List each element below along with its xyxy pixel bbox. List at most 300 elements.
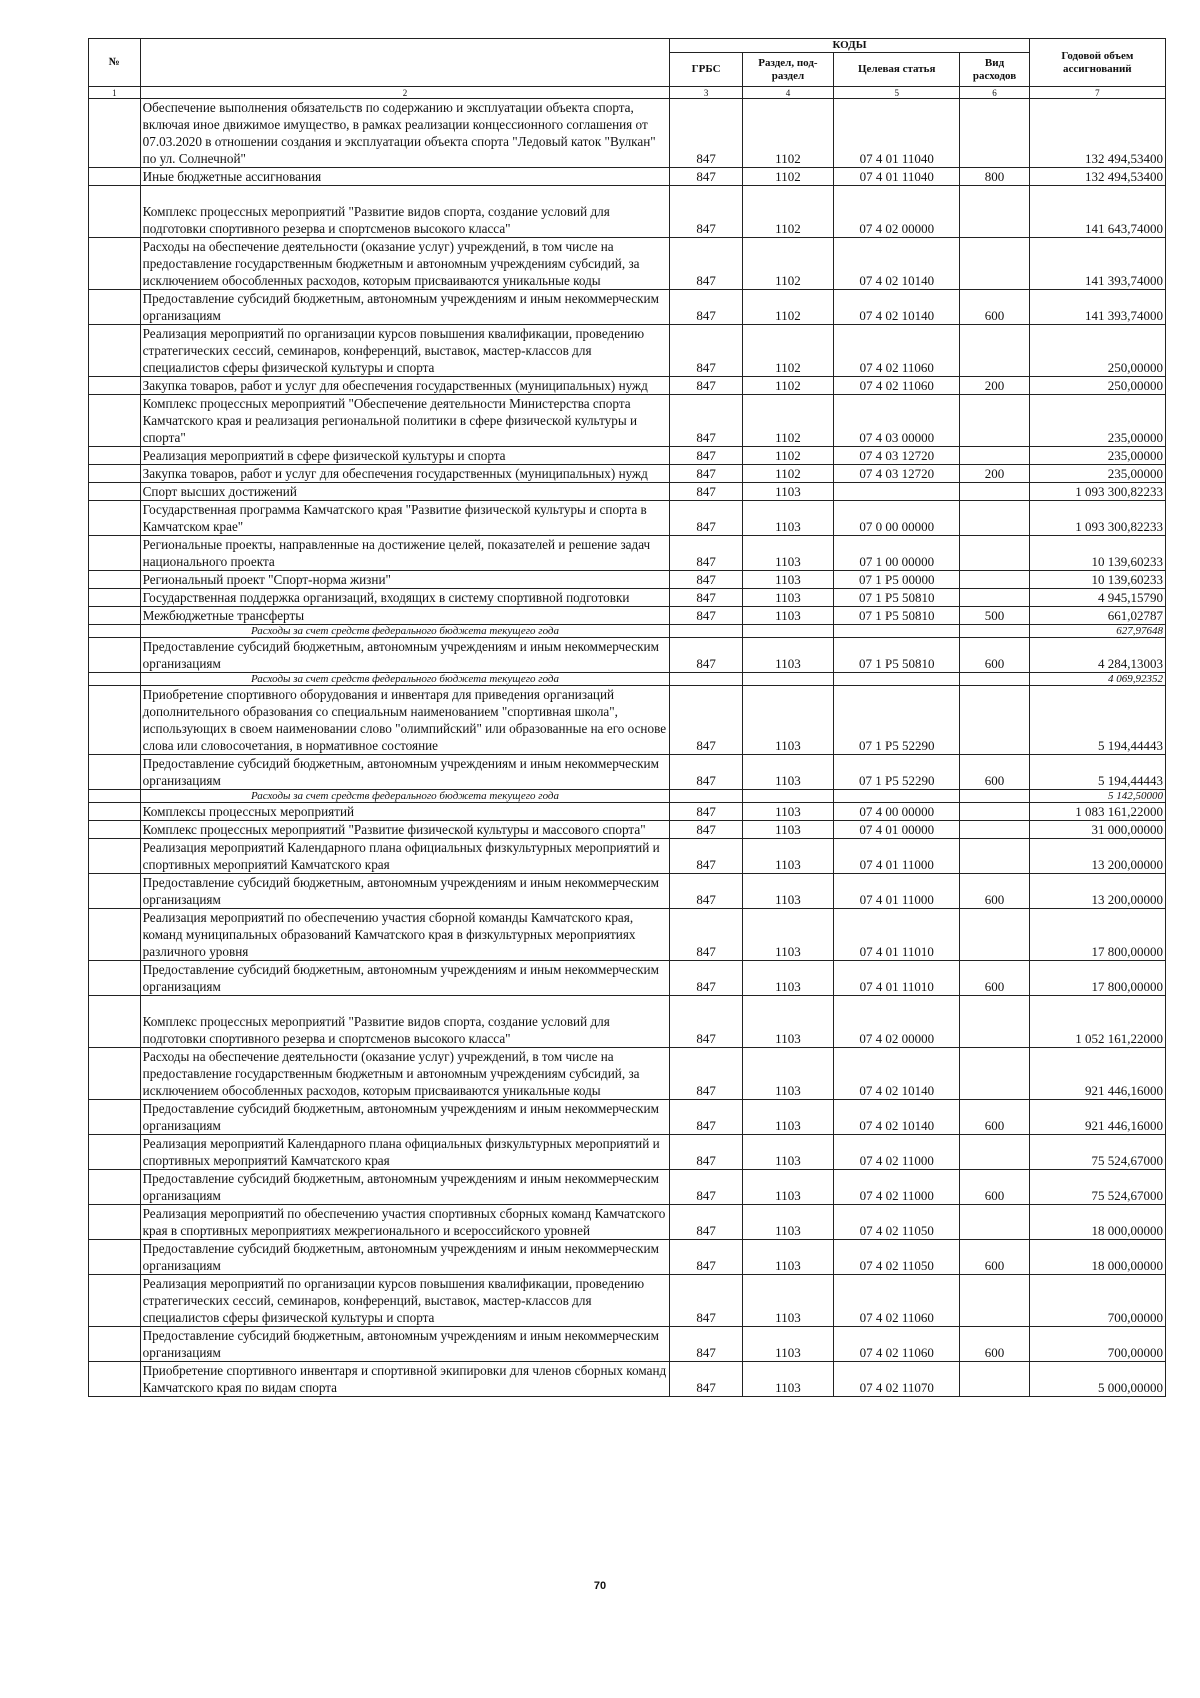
grbs-cell: 847 — [670, 447, 743, 465]
row-name-cell: Приобретение спортивного инвентаря и спортивной экипировки для членов сборных команд Камчатского края по видам спорта — [140, 1362, 670, 1397]
row-name-cell: Реализация мероприятий Календарного плана официальных физкультурных мероприятий и спортивных мероприятий Камчатского края — [140, 839, 670, 874]
razdel-cell — [742, 625, 833, 638]
vid-raskhodov-cell — [960, 186, 1029, 238]
row-name-cell: Предоставление субсидий бюджетным, автономным учреждениям и иным некоммерческим организациям — [140, 874, 670, 909]
row-number-cell — [89, 99, 141, 168]
vid-raskhodov-cell — [960, 1275, 1029, 1327]
row-number-cell — [89, 996, 141, 1048]
vid-raskhodov-cell — [960, 996, 1029, 1048]
table-row — [89, 909, 1166, 961]
vid-raskhodov-cell — [960, 673, 1029, 686]
row-number-cell — [89, 1275, 141, 1327]
row-number-cell — [89, 571, 141, 589]
razdel-cell: 1103 — [742, 1362, 833, 1397]
grbs-cell: 847 — [670, 803, 743, 821]
tselevaya-statya-cell: 07 4 01 11010 — [834, 909, 960, 961]
header-name — [140, 39, 670, 87]
grbs-cell: 847 — [670, 1362, 743, 1397]
vid-raskhodov-cell — [960, 1048, 1029, 1100]
razdel-cell: 1103 — [742, 821, 833, 839]
tselevaya-statya-cell — [834, 625, 960, 638]
table-row — [89, 1135, 1166, 1170]
tselevaya-statya-cell: 07 4 01 11040 — [834, 168, 960, 186]
table-row — [89, 501, 1166, 536]
volume-cell: 17 800,00000 — [1029, 909, 1165, 961]
razdel-cell: 1103 — [742, 874, 833, 909]
row-name-cell: Комплекс процессных мероприятий "Развитие видов спорта, создание условий для подготовки спортивного резерва и спортсменов высокого класса" — [140, 186, 670, 238]
vid-raskhodov-cell — [960, 99, 1029, 168]
row-name-cell: Предоставление субсидий бюджетным, автономным учреждениям и иным некоммерческим организациям — [140, 638, 670, 673]
table-row — [89, 1100, 1166, 1135]
row-name-cell: Реализация мероприятий Календарного плана официальных физкультурных мероприятий и спортивных мероприятий Камчатского края — [140, 1135, 670, 1170]
tselevaya-statya-cell — [834, 483, 960, 501]
table-header — [89, 39, 1166, 99]
volume-cell: 921 446,16000 — [1029, 1100, 1165, 1135]
row-name-cell: Предоставление субсидий бюджетным, автономным учреждениям и иным некоммерческим организациям — [140, 1170, 670, 1205]
row-number-cell — [89, 536, 141, 571]
row-name-cell: Расходы на обеспечение деятельности (оказание услуг) учреждений, в том числе на предоставление государственным бюджетным и автономным учреждениям субсидий, за исключением обособленных расходов, которым присваиваются уникальные коды — [140, 238, 670, 290]
vid-raskhodov-cell: 500 — [960, 607, 1029, 625]
grbs-cell: 847 — [670, 186, 743, 238]
row-number-cell — [89, 238, 141, 290]
tselevaya-statya-cell: 07 1 00 00000 — [834, 536, 960, 571]
tselevaya-statya-cell: 07 4 01 00000 — [834, 821, 960, 839]
grbs-cell: 847 — [670, 839, 743, 874]
row-name-cell: Межбюджетные трансферты — [140, 607, 670, 625]
grbs-cell: 847 — [670, 377, 743, 395]
volume-cell: 5 194,44443 — [1029, 755, 1165, 790]
razdel-cell: 1103 — [742, 501, 833, 536]
tselevaya-statya-cell: 07 1 P5 52290 — [834, 686, 960, 755]
razdel-cell: 1103 — [742, 536, 833, 571]
grbs-cell: 847 — [670, 589, 743, 607]
tselevaya-statya-cell: 07 4 02 10140 — [834, 238, 960, 290]
tselevaya-statya-cell: 07 4 02 11000 — [834, 1135, 960, 1170]
tselevaya-statya-cell: 07 4 03 12720 — [834, 447, 960, 465]
razdel-cell — [742, 790, 833, 803]
tselevaya-statya-cell — [834, 790, 960, 803]
column-number: 2 — [140, 87, 670, 99]
row-number-cell — [89, 465, 141, 483]
tselevaya-statya-cell: 07 4 02 10140 — [834, 290, 960, 325]
header-number: № — [89, 39, 141, 87]
row-name-cell: Реализация мероприятий по обеспечению участия сборной команды Камчатского края, команд муниципальных образований Камчатского края в физкультурных мероприятиях различного уровня — [140, 909, 670, 961]
volume-cell: 4 069,92352 — [1029, 673, 1165, 686]
vid-raskhodov-cell: 600 — [960, 961, 1029, 996]
grbs-cell: 847 — [670, 1327, 743, 1362]
row-name-cell: Региональный проект "Спорт-норма жизни" — [140, 571, 670, 589]
grbs-cell: 847 — [670, 536, 743, 571]
grbs-cell: 847 — [670, 483, 743, 501]
grbs-cell: 847 — [670, 290, 743, 325]
volume-cell: 5 000,00000 — [1029, 1362, 1165, 1397]
row-name-cell: Расходы за счет средств федерального бюджета текущего года — [140, 625, 670, 638]
row-name-cell: Реализация мероприятий в сфере физической культуры и спорта — [140, 447, 670, 465]
razdel-cell: 1103 — [742, 589, 833, 607]
razdel-cell: 1103 — [742, 571, 833, 589]
row-number-cell — [89, 961, 141, 996]
table-row — [89, 395, 1166, 447]
table-row — [89, 961, 1166, 996]
table-row — [89, 447, 1166, 465]
vid-raskhodov-cell: 800 — [960, 168, 1029, 186]
volume-cell: 235,00000 — [1029, 395, 1165, 447]
column-number: 3 — [670, 87, 743, 99]
razdel-cell: 1103 — [742, 755, 833, 790]
tselevaya-statya-cell: 07 4 02 11060 — [834, 325, 960, 377]
vid-raskhodov-cell: 600 — [960, 638, 1029, 673]
row-number-cell — [89, 755, 141, 790]
row-number-cell — [89, 803, 141, 821]
volume-cell: 5 142,50000 — [1029, 790, 1165, 803]
vid-raskhodov-cell — [960, 501, 1029, 536]
volume-cell: 13 200,00000 — [1029, 874, 1165, 909]
grbs-cell: 847 — [670, 465, 743, 483]
volume-cell: 10 139,60233 — [1029, 536, 1165, 571]
row-name-cell: Предоставление субсидий бюджетным, автономным учреждениям и иным некоммерческим организациям — [140, 1327, 670, 1362]
vid-raskhodov-cell: 600 — [960, 1327, 1029, 1362]
vid-raskhodov-cell — [960, 238, 1029, 290]
row-name-cell: Приобретение спортивного оборудования и инвентаря для приведения организаций дополнительного образования со специальным наименованием "спортивная школа", использующих в своем наименовании слово "олимпийский" или образованные на его основе слова или словосочетания, в нормативное состояние — [140, 686, 670, 755]
tselevaya-statya-cell: 07 4 02 11000 — [834, 1170, 960, 1205]
column-number: 7 — [1029, 87, 1165, 99]
razdel-cell: 1102 — [742, 395, 833, 447]
table-row — [89, 483, 1166, 501]
vid-raskhodov-cell — [960, 1362, 1029, 1397]
table-row — [89, 290, 1166, 325]
grbs-cell: 847 — [670, 996, 743, 1048]
table-row — [89, 755, 1166, 790]
volume-cell: 700,00000 — [1029, 1327, 1165, 1362]
row-name-cell: Реализация мероприятий по организации курсов повышения квалификации, проведению стратегических сессий, семинаров, конференций, выставок, мастер-классов для специалистов сферы физической культуры и спорта — [140, 325, 670, 377]
tselevaya-statya-cell: 07 4 02 11060 — [834, 1275, 960, 1327]
razdel-cell: 1103 — [742, 839, 833, 874]
tselevaya-statya-cell — [834, 673, 960, 686]
row-number-cell — [89, 1362, 141, 1397]
razdel-cell: 1103 — [742, 1240, 833, 1275]
table-row — [89, 1170, 1166, 1205]
razdel-cell: 1102 — [742, 168, 833, 186]
grbs-cell: 847 — [670, 238, 743, 290]
column-number-row — [89, 87, 1166, 99]
vid-raskhodov-cell — [960, 909, 1029, 961]
table-row — [89, 803, 1166, 821]
header-razdel: Раздел, под-раздел — [742, 53, 833, 87]
row-number-cell — [89, 168, 141, 186]
grbs-cell: 847 — [670, 1170, 743, 1205]
grbs-cell: 847 — [670, 325, 743, 377]
volume-cell: 5 194,44443 — [1029, 686, 1165, 755]
row-number-cell — [89, 839, 141, 874]
volume-cell: 1 093 300,82233 — [1029, 483, 1165, 501]
header-grbs: ГРБС — [670, 53, 743, 87]
vid-raskhodov-cell — [960, 839, 1029, 874]
razdel-cell: 1102 — [742, 99, 833, 168]
table-row — [89, 996, 1166, 1048]
row-name-cell: Спорт высших достижений — [140, 483, 670, 501]
grbs-cell: 847 — [670, 1048, 743, 1100]
row-name-cell: Предоставление субсидий бюджетным, автономным учреждениям и иным некоммерческим организациям — [140, 1240, 670, 1275]
page-number: 70 — [593, 1580, 607, 1592]
razdel-cell: 1103 — [742, 909, 833, 961]
tselevaya-statya-cell: 07 4 01 11000 — [834, 839, 960, 874]
row-name-cell: Комплекс процессных мероприятий "Развитие видов спорта, создание условий для подготовки спортивного резерва и спортсменов высокого класса" — [140, 996, 670, 1048]
row-name-cell: Иные бюджетные ассигнования — [140, 168, 670, 186]
column-number: 1 — [89, 87, 141, 99]
volume-cell: 250,00000 — [1029, 325, 1165, 377]
table-row — [89, 1048, 1166, 1100]
table-row — [89, 465, 1166, 483]
grbs-cell: 847 — [670, 909, 743, 961]
tselevaya-statya-cell: 07 1 P5 50810 — [834, 607, 960, 625]
grbs-cell: 847 — [670, 638, 743, 673]
tselevaya-statya-cell: 07 1 P5 00000 — [834, 571, 960, 589]
vid-raskhodov-cell — [960, 686, 1029, 755]
razdel-cell: 1102 — [742, 290, 833, 325]
razdel-cell: 1103 — [742, 803, 833, 821]
vid-raskhodov-cell — [960, 1135, 1029, 1170]
razdel-cell — [742, 673, 833, 686]
row-number-cell — [89, 790, 141, 803]
vid-raskhodov-cell — [960, 447, 1029, 465]
row-name-cell: Предоставление субсидий бюджетным, автономным учреждениям и иным некоммерческим организациям — [140, 1100, 670, 1135]
row-number-cell — [89, 483, 141, 501]
table-row — [89, 638, 1166, 673]
table-row — [89, 589, 1166, 607]
razdel-cell: 1103 — [742, 1170, 833, 1205]
tselevaya-statya-cell: 07 4 02 11050 — [834, 1205, 960, 1240]
row-name-cell: Комплекс процессных мероприятий "Развитие физической культуры и массового спорта" — [140, 821, 670, 839]
tselevaya-statya-cell: 07 0 00 00000 — [834, 501, 960, 536]
row-number-cell — [89, 290, 141, 325]
tselevaya-statya-cell: 07 4 02 11050 — [834, 1240, 960, 1275]
razdel-cell: 1102 — [742, 465, 833, 483]
razdel-cell: 1103 — [742, 483, 833, 501]
razdel-cell: 1103 — [742, 1100, 833, 1135]
vid-raskhodov-cell — [960, 395, 1029, 447]
grbs-cell: 847 — [670, 821, 743, 839]
budget-table — [88, 38, 1166, 1397]
volume-cell: 141 393,74000 — [1029, 238, 1165, 290]
row-name-cell: Предоставление субсидий бюджетным, автономным учреждениям и иным некоммерческим организациям — [140, 961, 670, 996]
vid-raskhodov-cell: 200 — [960, 465, 1029, 483]
tselevaya-statya-cell: 07 4 03 12720 — [834, 465, 960, 483]
table-row — [89, 1240, 1166, 1275]
row-number-cell — [89, 673, 141, 686]
volume-cell: 4 284,13003 — [1029, 638, 1165, 673]
row-number-cell — [89, 501, 141, 536]
row-name-cell: Реализация мероприятий по организации курсов повышения квалификации, проведению стратегических сессий, семинаров, конференций, выставок, мастер-классов для специалистов сферы физической культуры и спорта — [140, 1275, 670, 1327]
table-row — [89, 99, 1166, 168]
vid-raskhodov-cell — [960, 803, 1029, 821]
vid-raskhodov-cell — [960, 790, 1029, 803]
volume-cell: 700,00000 — [1029, 1275, 1165, 1327]
table-row — [89, 686, 1166, 755]
razdel-cell: 1102 — [742, 447, 833, 465]
table-row — [89, 186, 1166, 238]
row-name-cell: Комплекс процессных мероприятий "Обеспечение деятельности Министерства спорта Камчатского края и реализация региональной политики в сфере физической культуры и спорта" — [140, 395, 670, 447]
volume-cell: 235,00000 — [1029, 465, 1165, 483]
volume-cell: 18 000,00000 — [1029, 1205, 1165, 1240]
volume-cell: 921 446,16000 — [1029, 1048, 1165, 1100]
federal-budget-row — [89, 790, 1166, 803]
tselevaya-statya-cell: 07 4 00 00000 — [834, 803, 960, 821]
federal-budget-row — [89, 673, 1166, 686]
table-body — [89, 99, 1166, 1397]
row-name-cell: Региональные проекты, направленные на достижение целей, показателей и решение задач национального проекта — [140, 536, 670, 571]
volume-cell: 75 524,67000 — [1029, 1135, 1165, 1170]
row-number-cell — [89, 821, 141, 839]
tselevaya-statya-cell: 07 1 P5 50810 — [834, 638, 960, 673]
row-number-cell — [89, 447, 141, 465]
volume-cell: 141 643,74000 — [1029, 186, 1165, 238]
volume-cell: 1 093 300,82233 — [1029, 501, 1165, 536]
row-name-cell: Предоставление субсидий бюджетным, автономным учреждениям и иным некоммерческим организациям — [140, 755, 670, 790]
table-row — [89, 1327, 1166, 1362]
table-row — [89, 1205, 1166, 1240]
row-number-cell — [89, 325, 141, 377]
grbs-cell: 847 — [670, 1135, 743, 1170]
row-number-cell — [89, 638, 141, 673]
vid-raskhodov-cell: 600 — [960, 1240, 1029, 1275]
row-number-cell — [89, 1205, 141, 1240]
vid-raskhodov-cell: 200 — [960, 377, 1029, 395]
table-row — [89, 238, 1166, 290]
column-number: 6 — [960, 87, 1029, 99]
row-name-cell: Обеспечение выполнения обязательств по содержанию и эксплуатации объекта спорта, включая иное движимое имущество, в рамках реализации концессионного соглашения от 07.03.2020 в отношении создания и эксплуатации объекта спорта "Ледовый каток "Вулкан" по ул. Солнечной" — [140, 99, 670, 168]
volume-cell: 661,02787 — [1029, 607, 1165, 625]
row-name-cell: Комплексы процессных мероприятий — [140, 803, 670, 821]
grbs-cell: 847 — [670, 168, 743, 186]
grbs-cell: 847 — [670, 501, 743, 536]
tselevaya-statya-cell: 07 4 01 11040 — [834, 99, 960, 168]
vid-raskhodov-cell: 600 — [960, 1100, 1029, 1135]
table-row — [89, 874, 1166, 909]
grbs-cell: 847 — [670, 1205, 743, 1240]
vid-raskhodov-cell: 600 — [960, 755, 1029, 790]
razdel-cell: 1103 — [742, 607, 833, 625]
table-row — [89, 607, 1166, 625]
tselevaya-statya-cell: 07 4 02 10140 — [834, 1048, 960, 1100]
tselevaya-statya-cell: 07 4 01 11000 — [834, 874, 960, 909]
volume-cell: 235,00000 — [1029, 447, 1165, 465]
tselevaya-statya-cell: 07 4 02 11070 — [834, 1362, 960, 1397]
razdel-cell: 1103 — [742, 1048, 833, 1100]
table-row — [89, 536, 1166, 571]
razdel-cell: 1103 — [742, 961, 833, 996]
grbs-cell: 847 — [670, 961, 743, 996]
volume-cell: 1 052 161,22000 — [1029, 996, 1165, 1048]
table-row — [89, 1275, 1166, 1327]
row-name-cell: Государственная поддержка организаций, входящих в систему спортивной подготовки — [140, 589, 670, 607]
grbs-cell: 847 — [670, 1240, 743, 1275]
grbs-cell: 847 — [670, 395, 743, 447]
volume-cell: 10 139,60233 — [1029, 571, 1165, 589]
tselevaya-statya-cell: 07 4 02 00000 — [834, 186, 960, 238]
row-number-cell — [89, 1048, 141, 1100]
vid-raskhodov-cell — [960, 821, 1029, 839]
row-number-cell — [89, 589, 141, 607]
razdel-cell: 1103 — [742, 1327, 833, 1362]
table-row — [89, 839, 1166, 874]
grbs-cell — [670, 673, 743, 686]
table-row — [89, 1362, 1166, 1397]
grbs-cell: 847 — [670, 874, 743, 909]
row-number-cell — [89, 686, 141, 755]
razdel-cell: 1103 — [742, 1205, 833, 1240]
grbs-cell: 847 — [670, 607, 743, 625]
header-volume: Годовой объем ассигнований — [1029, 39, 1165, 87]
grbs-cell: 847 — [670, 571, 743, 589]
row-number-cell — [89, 1327, 141, 1362]
table-row — [89, 377, 1166, 395]
razdel-cell: 1103 — [742, 686, 833, 755]
volume-cell: 132 494,53400 — [1029, 168, 1165, 186]
vid-raskhodov-cell — [960, 625, 1029, 638]
volume-cell: 250,00000 — [1029, 377, 1165, 395]
volume-cell: 141 393,74000 — [1029, 290, 1165, 325]
row-number-cell — [89, 625, 141, 638]
row-number-cell — [89, 1240, 141, 1275]
grbs-cell — [670, 625, 743, 638]
row-name-cell: Реализация мероприятий по обеспечению участия спортивных сборных команд Камчатского края в спортивных мероприятиях межрегионального и всероссийского уровней — [140, 1205, 670, 1240]
grbs-cell: 847 — [670, 1275, 743, 1327]
volume-cell: 17 800,00000 — [1029, 961, 1165, 996]
header-codes: КОДЫ — [670, 39, 1029, 53]
vid-raskhodov-cell: 600 — [960, 290, 1029, 325]
column-number: 5 — [834, 87, 960, 99]
column-number: 4 — [742, 87, 833, 99]
grbs-cell — [670, 790, 743, 803]
volume-cell: 627,97648 — [1029, 625, 1165, 638]
row-number-cell — [89, 186, 141, 238]
row-name-cell: Закупка товаров, работ и услуг для обеспечения государственных (муниципальных) нужд — [140, 465, 670, 483]
volume-cell: 75 524,67000 — [1029, 1170, 1165, 1205]
row-number-cell — [89, 377, 141, 395]
row-name-cell: Расходы на обеспечение деятельности (оказание услуг) учреждений, в том числе на предоставление государственным бюджетным и автономным учреждениям субсидий, за исключением обособленных расходов, которым присваиваются уникальные коды — [140, 1048, 670, 1100]
table-row — [89, 571, 1166, 589]
tselevaya-statya-cell: 07 4 02 10140 — [834, 1100, 960, 1135]
vid-raskhodov-cell: 600 — [960, 1170, 1029, 1205]
tselevaya-statya-cell: 07 4 02 11060 — [834, 377, 960, 395]
row-number-cell — [89, 909, 141, 961]
tselevaya-statya-cell: 07 1 P5 52290 — [834, 755, 960, 790]
table-row — [89, 168, 1166, 186]
tselevaya-statya-cell: 07 1 P5 50810 — [834, 589, 960, 607]
vid-raskhodov-cell — [960, 589, 1029, 607]
razdel-cell: 1102 — [742, 238, 833, 290]
row-name-cell: Расходы за счет средств федерального бюджета текущего года — [140, 673, 670, 686]
budget-table-sheet — [88, 38, 1166, 1397]
vid-raskhodov-cell — [960, 536, 1029, 571]
row-number-cell — [89, 1170, 141, 1205]
volume-cell: 132 494,53400 — [1029, 99, 1165, 168]
row-name-cell: Расходы за счет средств федерального бюджета текущего года — [140, 790, 670, 803]
volume-cell: 4 945,15790 — [1029, 589, 1165, 607]
tselevaya-statya-cell: 07 4 02 11060 — [834, 1327, 960, 1362]
vid-raskhodov-cell — [960, 1205, 1029, 1240]
razdel-cell: 1102 — [742, 325, 833, 377]
row-name-cell: Государственная программа Камчатского края "Развитие физической культуры и спорта в Камчатском крае" — [140, 501, 670, 536]
tselevaya-statya-cell: 07 4 03 00000 — [834, 395, 960, 447]
razdel-cell: 1103 — [742, 996, 833, 1048]
volume-cell: 13 200,00000 — [1029, 839, 1165, 874]
row-name-cell: Закупка товаров, работ и услуг для обеспечения государственных (муниципальных) нужд — [140, 377, 670, 395]
row-number-cell — [89, 1135, 141, 1170]
volume-cell: 18 000,00000 — [1029, 1240, 1165, 1275]
table-row — [89, 325, 1166, 377]
federal-budget-row — [89, 625, 1166, 638]
